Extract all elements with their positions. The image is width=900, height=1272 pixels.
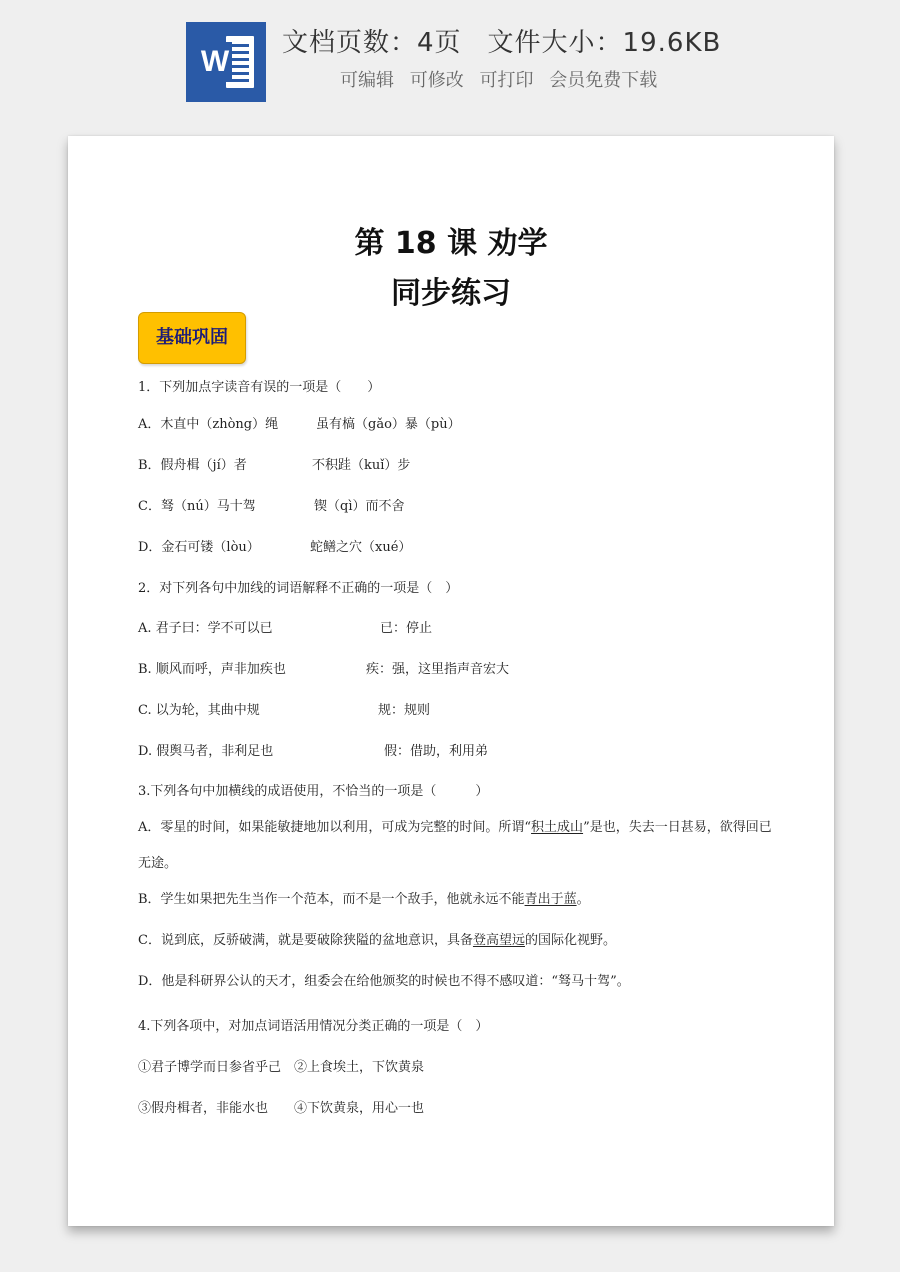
q2-a-right: 已：停止 — [380, 621, 433, 636]
q1-option-a — [138, 413, 461, 432]
q3-option-c — [138, 923, 778, 959]
q2-b-left: B. 顺风而呼，声非加疾也 — [138, 662, 286, 677]
q3-option-d: D．他是科研界公认的天才，组委会在给他颁奖的时候也不得不感叹道：“驽马十驾”。 — [138, 974, 630, 989]
q4-line-1: ①君子博学而日参省乎己 ②上食埃土，下饮黄泉 — [138, 1060, 425, 1075]
q2-d-right: 假：借助，利用弟 — [384, 744, 489, 759]
q3-a-text-post: ”是也，失去一日甚易，欲得回已无途。 — [138, 820, 772, 871]
q2-b-right: 疾：强，这里指声音宏大 — [366, 662, 510, 677]
q2-option-d — [138, 740, 489, 759]
q2-c-right: 规：规则 — [378, 703, 431, 718]
document-page — [68, 136, 834, 1226]
q2-option-a — [138, 617, 433, 636]
q1-c-left: C．驽（nú）马十驾 — [138, 499, 256, 514]
q1-d-right: 蛇鳝之穴（xué） — [310, 540, 412, 555]
q1-b-right: 不积跬（kuǐ）步 — [312, 458, 411, 473]
tag-modifiable: 可修改 — [409, 70, 464, 91]
q3-a-idiom: 积土成山 — [531, 820, 584, 835]
q1-option-d — [138, 536, 412, 555]
word-doc-icon — [186, 22, 266, 102]
q3-stem: 3.下列各句中加横线的成语使用，不恰当的一项是（ ） — [138, 784, 489, 799]
doc-info-line — [282, 22, 721, 59]
q2-stem: 2．对下列各句中加线的词语解释不正确的一项是（ ） — [138, 581, 459, 596]
q1-d-left: D．金石可镂（lòu） — [138, 540, 260, 555]
page-count: 文档页数：4页 — [282, 28, 462, 58]
q2-option-c — [138, 699, 431, 718]
tag-member-download: 会员免费下载 — [549, 70, 658, 91]
q1-c-right: 锲（qì）而不舍 — [314, 499, 405, 514]
q2-d-left: D. 假舆马者，非利足也 — [138, 744, 274, 759]
file-size: 文件大小：19.6KB — [487, 28, 722, 58]
q2-option-b — [138, 658, 510, 677]
q1-a-left: A．木直中（zhòng）绳 — [138, 417, 279, 432]
q3-a-text-pre: A．零星的时间，如果能敏捷地加以利用，可成为完整的时间。所谓“ — [138, 820, 532, 835]
lesson-title: 第 18 课 劝学 — [354, 226, 548, 261]
doc-feature-tags — [340, 66, 667, 92]
q2-a-left: A. 君子曰：学不可以已 — [138, 621, 273, 636]
q3-b-text-pre: B．学生如果把先生当作一个范本，而不是一个敌手，他就永远不能 — [138, 892, 525, 907]
word-letter: W — [198, 42, 232, 82]
section-badge: 基础巩固 — [138, 312, 246, 364]
q4-line-2: ③假舟楫者，非能水也 ④下饮黄泉，用心一也 — [138, 1101, 425, 1116]
q3-c-text-pre: C．说到底，反骄破满，就是要破除狭隘的盆地意识，具备 — [138, 933, 473, 948]
q3-c-text-post: 的国际化视野。 — [524, 933, 616, 948]
tag-printable: 可打印 — [479, 70, 534, 91]
q1-option-b — [138, 454, 411, 473]
document-info-header — [0, 0, 900, 120]
lesson-subtitle: 同步练习 — [391, 276, 511, 311]
q1-option-c — [138, 495, 405, 514]
q1-a-right: 虽有槁（gǎo）暴（pù） — [316, 417, 461, 432]
q1-b-left: B．假舟楫（jí）者 — [138, 458, 247, 473]
q3-b-text-post: 。 — [576, 892, 590, 907]
q2-c-left: C. 以为轮，其曲中规 — [138, 703, 260, 718]
q3-option-a — [138, 810, 778, 882]
q3-b-idiom: 青出于蓝 — [524, 892, 577, 907]
q4-stem: 4.下列各项中，对加点词语活用情况分类正确的一项是（ ） — [138, 1019, 489, 1034]
tag-editable: 可编辑 — [340, 70, 394, 91]
q3-c-idiom: 登高望远 — [472, 933, 525, 948]
q3-option-b — [138, 882, 778, 918]
q1-stem: 1．下列加点字读音有误的一项是（ ） — [138, 380, 381, 395]
